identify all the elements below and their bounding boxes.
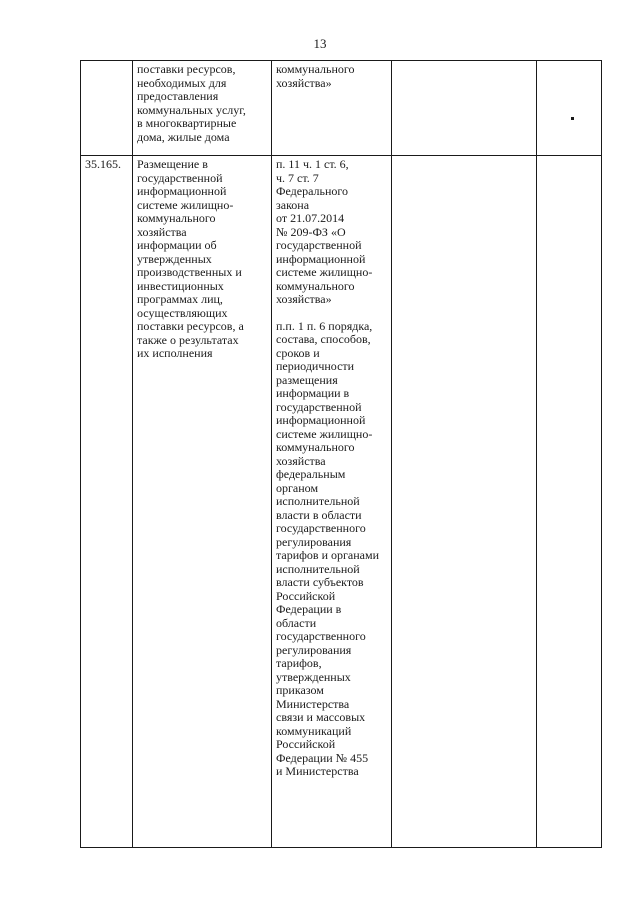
text-line: информационной bbox=[137, 184, 227, 198]
text-line: Федерального bbox=[276, 184, 349, 198]
text-line: п.п. 1 п. 6 порядка, bbox=[276, 318, 373, 333]
text-line: власти субъектов bbox=[276, 575, 364, 589]
text-line: приказом bbox=[276, 683, 324, 697]
text-line: федеральным bbox=[276, 467, 346, 481]
legal-basis-cell bbox=[272, 61, 392, 156]
text-line: поставки ресурсов, bbox=[137, 62, 236, 76]
text-line: власти в области bbox=[276, 507, 362, 522]
text-line: необходимых для bbox=[137, 75, 227, 90]
text-line: информационной bbox=[276, 413, 366, 427]
text-line: сроков и bbox=[276, 345, 320, 360]
text-line: тарифов и органами bbox=[276, 548, 380, 562]
text-line: коммунального bbox=[137, 211, 216, 225]
text-line: информации об bbox=[137, 238, 217, 252]
text-line: их исполнения bbox=[137, 346, 213, 360]
text-line: системе жилищно- bbox=[137, 197, 234, 212]
text-line: Федерации в bbox=[276, 602, 342, 616]
text-line: Российской bbox=[276, 588, 336, 603]
text-line: утвержденных bbox=[137, 251, 212, 266]
row-number-cell: 35.165. bbox=[81, 156, 133, 848]
text-line: состава, способов, bbox=[276, 332, 371, 346]
text-line: хозяйства bbox=[276, 453, 326, 468]
text-line: коммуникаций bbox=[276, 723, 352, 738]
empty-cell bbox=[537, 156, 602, 848]
text-line: коммунального bbox=[276, 278, 355, 293]
text-line: информационной bbox=[276, 251, 366, 266]
text-line: в многоквартирные bbox=[137, 116, 237, 130]
text-line: № 209-ФЗ «О bbox=[276, 224, 346, 239]
text-line: государственной bbox=[276, 238, 362, 252]
text-line: от 21.07.2014 bbox=[276, 211, 345, 225]
text-line: системе жилищно- bbox=[276, 265, 373, 279]
text-line: Российской bbox=[276, 737, 336, 751]
text-line: информации в bbox=[276, 386, 350, 400]
text-line: системе жилищно- bbox=[276, 426, 373, 441]
empty-cell bbox=[392, 61, 537, 156]
table-row bbox=[81, 156, 602, 848]
text-line: Министерства bbox=[276, 696, 350, 711]
text-line: поставки ресурсов, а bbox=[137, 319, 244, 333]
table-row bbox=[81, 61, 602, 156]
page-number: 13 bbox=[313, 36, 327, 51]
empty-cell bbox=[392, 156, 537, 848]
text-line: инвестиционных bbox=[137, 278, 224, 293]
text-line: Федерации № 455 bbox=[276, 750, 369, 765]
text-line: коммунального bbox=[276, 440, 355, 454]
text-line: утвержденных bbox=[276, 669, 351, 684]
text-line: государственной bbox=[137, 170, 223, 185]
text-line: регулирования bbox=[276, 642, 352, 657]
text-line: осуществляющих bbox=[137, 305, 228, 320]
text-line: программах лиц, bbox=[137, 292, 223, 306]
empty-cell bbox=[537, 61, 602, 156]
text-line: п. 11 ч. 1 ст. 6, bbox=[276, 157, 349, 171]
text-line: Размещение в bbox=[137, 157, 208, 171]
text-line: закона bbox=[276, 197, 310, 212]
text-line: периодичности bbox=[276, 359, 355, 373]
text-line: хозяйства» bbox=[276, 75, 332, 90]
text-line: коммунальных услуг, bbox=[137, 102, 246, 117]
text-line: хозяйства» bbox=[276, 292, 332, 306]
legal-basis-cell bbox=[272, 156, 392, 848]
text-line: исполнительной bbox=[276, 494, 360, 508]
regulation-table bbox=[80, 60, 602, 848]
text-line: размещения bbox=[276, 372, 338, 387]
text-line: органом bbox=[276, 480, 319, 495]
text-line: связи и массовых bbox=[276, 710, 366, 724]
text-line: государственного bbox=[276, 629, 366, 643]
text-line: государственного bbox=[276, 521, 366, 535]
text-line: дома, жилые дома bbox=[137, 129, 230, 144]
text-line: коммунального bbox=[276, 62, 355, 76]
text-line: области bbox=[276, 615, 317, 630]
text-line: и Министерства bbox=[276, 764, 359, 778]
text-line: тарифов, bbox=[276, 656, 322, 670]
dot-mark bbox=[571, 117, 574, 120]
action-name-cell bbox=[133, 156, 272, 848]
row-number-cell bbox=[81, 61, 133, 156]
text-line: хозяйства bbox=[137, 224, 187, 239]
text-line: регулирования bbox=[276, 534, 352, 549]
action-name-cell bbox=[133, 61, 272, 156]
text-line: государственной bbox=[276, 399, 362, 414]
text-line: исполнительной bbox=[276, 561, 360, 576]
text-line: ч. 7 ст. 7 bbox=[276, 170, 319, 185]
text-line: предоставления bbox=[137, 89, 219, 103]
text-line: также о результатах bbox=[137, 332, 239, 347]
paragraph-gap bbox=[276, 307, 387, 320]
text-line: производственных и bbox=[137, 265, 242, 279]
